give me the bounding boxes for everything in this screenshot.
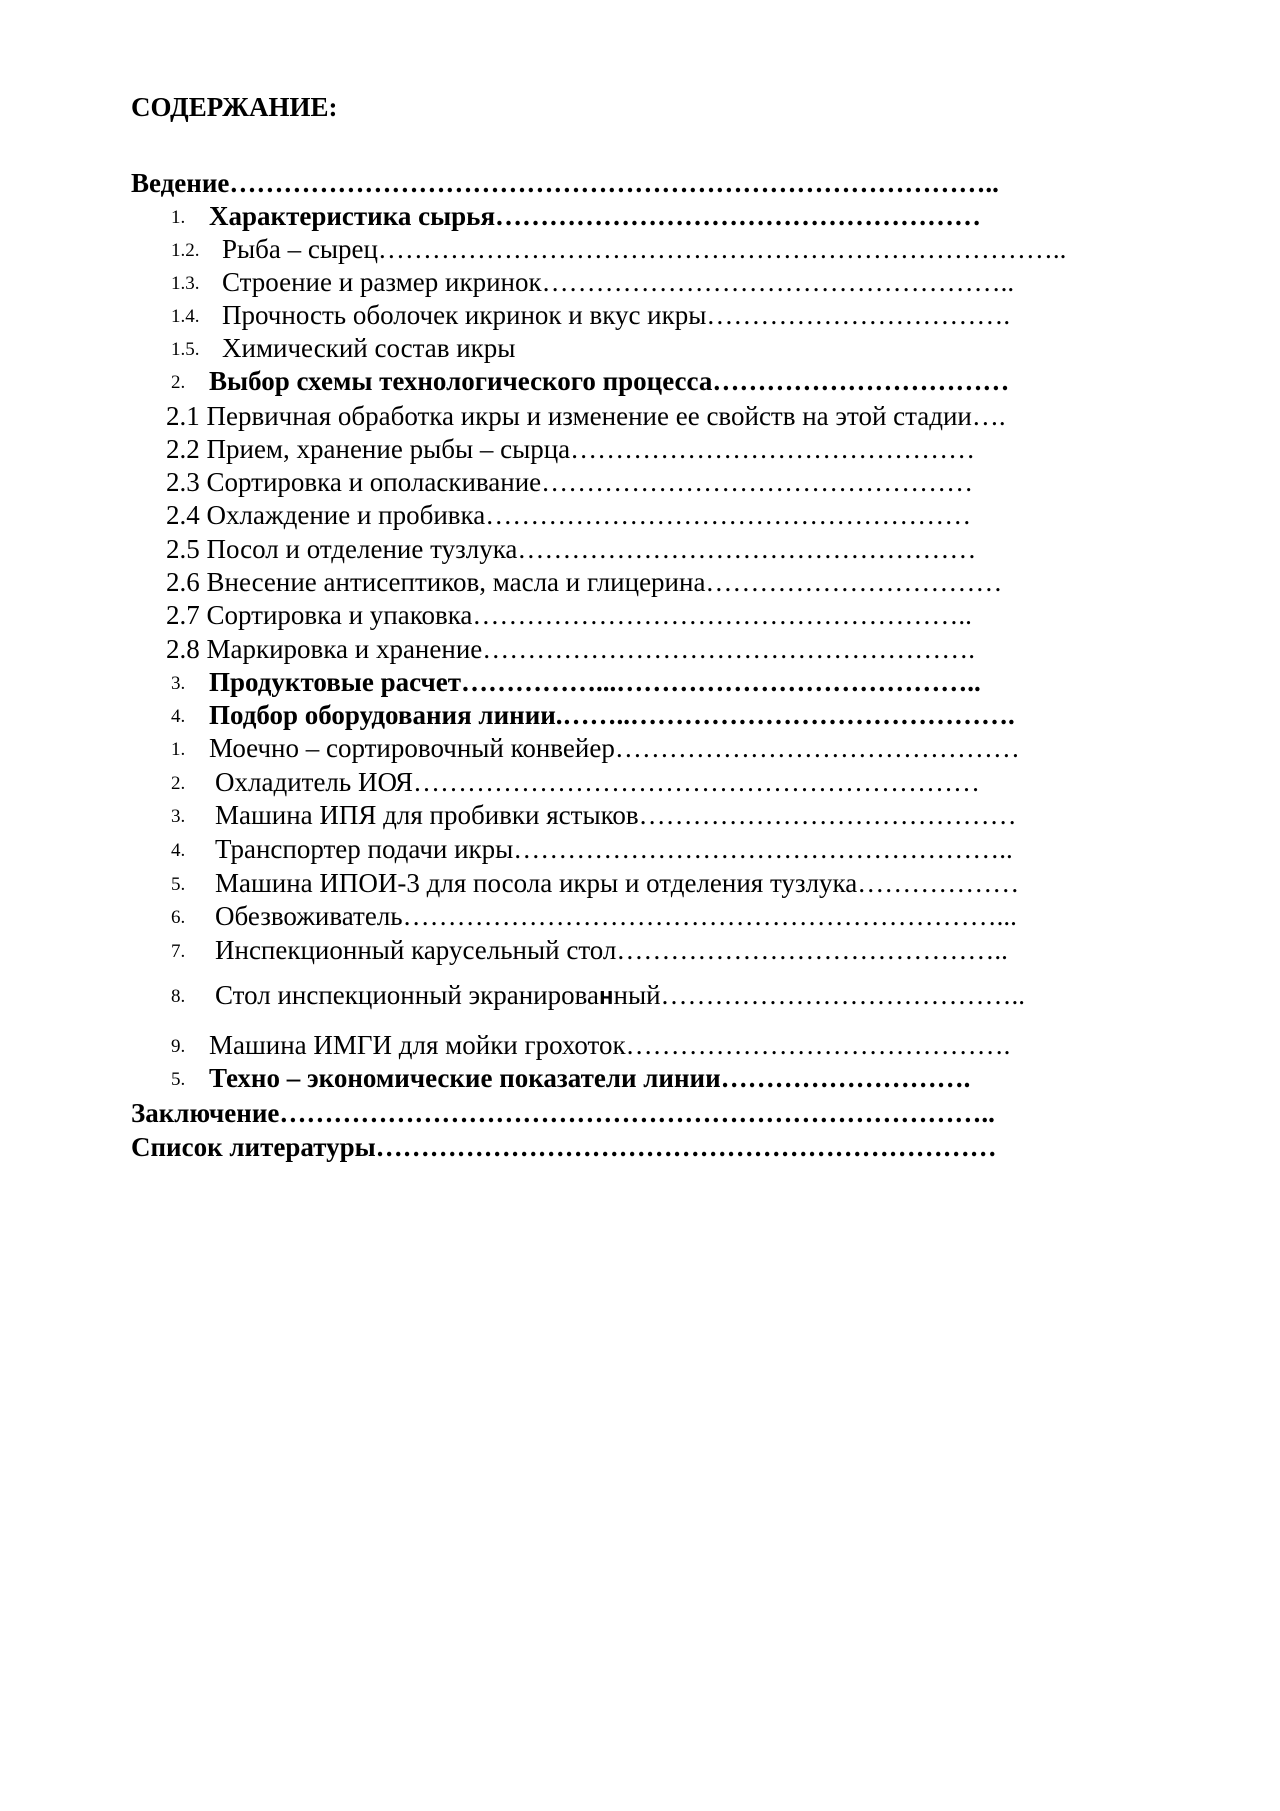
toc-equip-4-number: 4.: [171, 840, 186, 861]
toc-equip-2-number: 2.: [171, 773, 186, 794]
toc-item-1-3: Строение и размер икринок……………………………………………..: [222, 267, 1015, 297]
toc-equip-3-number: 3.: [171, 806, 186, 827]
toc-item-1-4-number: 1.4.: [171, 306, 200, 327]
toc-equip-1-number: 1.: [171, 739, 186, 760]
toc-item-2-1: 2.1 Первичная обработка икры и изменение ее свойств на этой стадии….: [166, 401, 1006, 431]
toc-section-5: Техно – экономические показатели линии……………………….: [209, 1063, 971, 1093]
toc-entry-references: Список литературы……………………………………………………………: [131, 1132, 997, 1162]
toc-item-1-5: Химический состав икры: [222, 333, 516, 363]
toc-item-1-3-number: 1.3.: [171, 273, 200, 294]
toc-item-2-5: 2.5 Посол и отделение тузлука……………………………………………: [166, 534, 977, 564]
toc-section-5-number: 5.: [171, 1069, 186, 1090]
toc-section-3: Продуктовые расчет……………...…………………………………..: [209, 667, 981, 697]
toc-item-2-8: 2.8 Маркировка и хранение……………………………………………….: [166, 634, 975, 664]
toc-item-1-2: Рыба – сырец…………………………………………………………………..: [222, 234, 1067, 264]
toc-entry-conclusion: Заключение……………………………………………………………………..: [131, 1098, 995, 1128]
toc-equip-1: Моечно – сортировочный конвейер………………………………………: [209, 733, 1020, 763]
toc-equip-9-number: 9.: [171, 1036, 186, 1057]
toc-section-4-number: 4.: [171, 706, 186, 727]
toc-equip-6-number: 6.: [171, 907, 186, 928]
toc-section-2: Выбор схемы технологического процесса……………………………: [209, 366, 1010, 396]
toc-equip-9: Машина ИМГИ для мойки грохоток…………………………………….: [209, 1030, 1011, 1060]
toc-equip-8-text: Стол инспекционный экранирова: [215, 980, 599, 1010]
toc-equip-7: Инспекционный карусельный стол……………………………………..: [215, 935, 1008, 965]
toc-section-1: Характеристика сырья………………………………………………: [209, 201, 982, 231]
toc-equip-2: Охладитель ИОЯ………………………………………………………: [215, 767, 981, 797]
toc-section-1-number: 1.: [171, 207, 186, 228]
toc-entry-intro: Ведение…………………………………………………………………………..: [131, 168, 999, 198]
toc-section-3-number: 3.: [171, 673, 186, 694]
toc-equip-8-number: 8.: [171, 986, 186, 1007]
toc-equip-7-number: 7.: [171, 941, 186, 962]
toc-item-2-2: 2.2 Прием, хранение рыбы – сырца………………………………………: [166, 434, 976, 464]
toc-item-1-4: Прочность оболочек икринок и вкус икры…………………………….: [222, 300, 1011, 330]
toc-item-2-3: 2.3 Сортировка и ополаскивание…………………………………………: [166, 467, 974, 497]
toc-equip-8-h-glyph: н: [599, 983, 614, 1010]
toc-item-2-4: 2.4 Охлаждение и пробивка………………………………………………: [166, 500, 972, 530]
toc-equip-6: Обезвоживатель…………………………………………………………...: [215, 901, 1017, 931]
toc-equip-8-tail: ный…………………………………..: [613, 980, 1026, 1010]
toc-item-2-7: 2.7 Сортировка и упаковка………………………………………………..: [166, 600, 972, 630]
toc-equip-3: Машина ИПЯ для пробивки ястыков……………………………………: [215, 800, 1017, 830]
toc-equip-5: Машина ИПОИ-3 для посола икры и отделения тузлука………………: [215, 868, 1020, 898]
toc-section-2-number: 2.: [171, 372, 186, 393]
toc-item-1-2-number: 1.2.: [171, 240, 200, 261]
toc-section-4: Подбор оборудования линии.……..…………………………………….: [209, 700, 1015, 730]
toc-equip-8: [215, 979, 1025, 1011]
toc-item-2-6: 2.6 Внесение антисептиков, масла и глицерина……………………………: [166, 567, 1003, 597]
toc-item-1-5-number: 1.5.: [171, 339, 200, 360]
toc-equip-4: Транспортер подачи икры………………………………………………..: [215, 834, 1013, 864]
toc-equip-5-number: 5.: [171, 874, 186, 895]
toc-heading: СОДЕРЖАНИЕ:: [131, 92, 338, 122]
